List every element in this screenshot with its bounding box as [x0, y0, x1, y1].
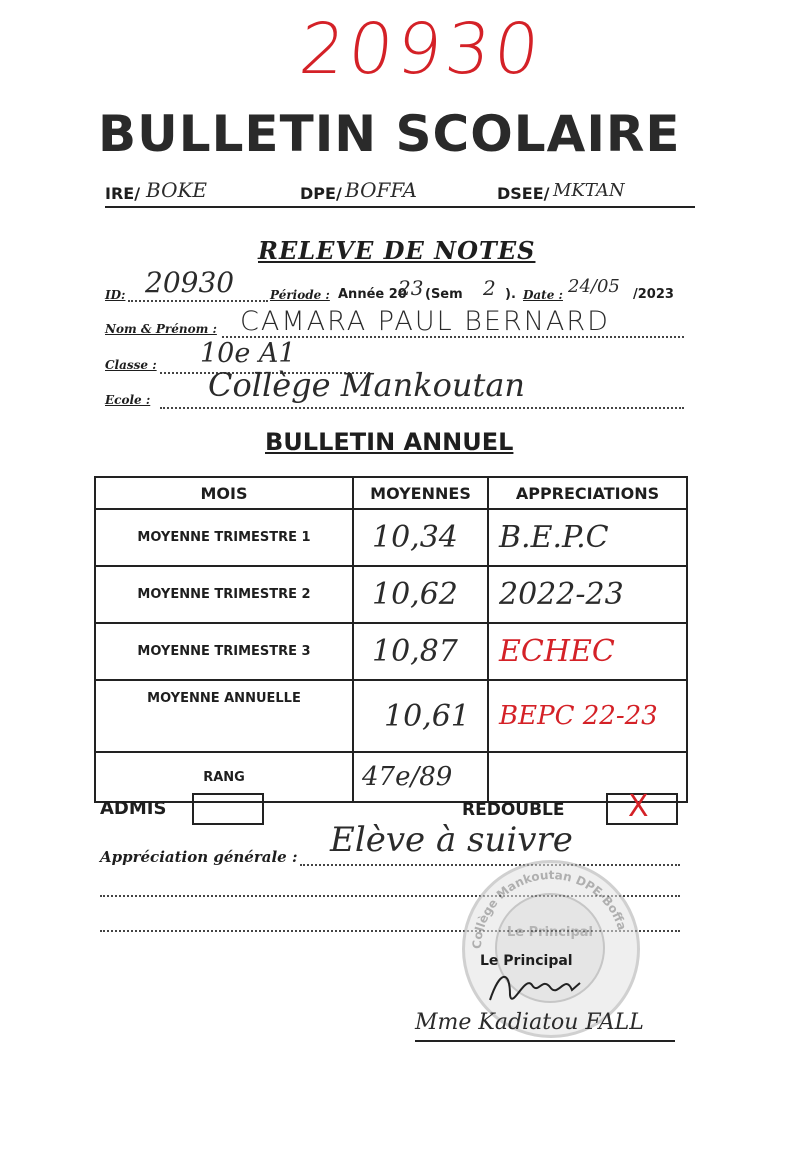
- id-dots: [128, 300, 268, 302]
- row-mois: MOYENNE TRIMESTRE 2: [95, 566, 353, 623]
- sem-suffix: ).: [505, 287, 516, 302]
- appreciation-value: Elève à suivre: [330, 820, 573, 860]
- id-label: ID:: [105, 288, 126, 302]
- row-moyenne: 10,34: [353, 509, 488, 566]
- header-divider: [105, 206, 695, 208]
- id-value: 20930: [145, 266, 235, 299]
- redouble-label: REDOUBLE: [462, 800, 565, 820]
- nom-label: Nom & Prénom :: [105, 322, 217, 336]
- grades-table: [94, 476, 688, 803]
- row-moyenne: 47e/89: [353, 752, 488, 802]
- date-suffix: /2023: [633, 287, 674, 302]
- header-appreciations: APPRECIATIONS: [488, 477, 687, 509]
- header-moyennes: MOYENNES: [353, 477, 488, 509]
- sem-prefix: (Sem: [425, 287, 463, 302]
- dsee-value: MKTAN: [553, 180, 625, 201]
- admis-label: ADMIS: [100, 798, 167, 819]
- table-row: [95, 566, 687, 623]
- row-moyenne: 10,87: [353, 623, 488, 680]
- row-mois: MOYENNE TRIMESTRE 3: [95, 623, 353, 680]
- principal-name: Mme Kadiatou FALL: [415, 1010, 644, 1035]
- annee-prefix: Année 20: [338, 287, 407, 302]
- redouble-check-mark: X: [628, 789, 649, 824]
- date-value: 24/05: [568, 276, 620, 297]
- row-mois: MOYENNE TRIMESTRE 1: [95, 509, 353, 566]
- row-appreciation: 2022-23: [488, 566, 687, 623]
- header-mois: MOIS: [95, 477, 353, 509]
- row-moyenne: 10,61: [353, 680, 488, 752]
- appreciation-label: Appréciation générale :: [100, 848, 298, 866]
- periode-label: Période :: [270, 288, 330, 302]
- document-title: BULLETIN SCOLAIRE: [98, 105, 681, 163]
- table-row: [95, 680, 687, 752]
- date-label: Date :: [523, 288, 563, 302]
- table-row: [95, 752, 687, 802]
- stamp-center-text: Le Principal: [507, 925, 593, 940]
- row-appreciation: BEPC 22-23: [488, 680, 687, 752]
- admis-checkbox[interactable]: [192, 793, 264, 825]
- ire-label: IRE/: [105, 184, 141, 203]
- annuel-title: BULLETIN ANNUEL: [265, 428, 514, 456]
- dpe-value: BOFFA: [345, 178, 417, 202]
- signature-line: [415, 1040, 675, 1042]
- row-mois: RANG: [95, 752, 353, 802]
- classe-label: Classe :: [105, 358, 157, 372]
- row-mois: MOYENNE ANNUELLE: [95, 680, 353, 752]
- sem-value: 2: [483, 276, 496, 300]
- principal-label: Le Principal: [480, 953, 573, 969]
- row-appreciation: ECHEC: [488, 623, 687, 680]
- table-row: [95, 509, 687, 566]
- principal-signature: [480, 965, 590, 1015]
- classe-value: 10e A1: [200, 338, 296, 369]
- annee-value: 23: [398, 276, 424, 300]
- row-appreciation: B.E.P.C: [488, 509, 687, 566]
- ecole-label: Ecole :: [105, 393, 151, 407]
- redouble-checkbox[interactable]: [606, 789, 678, 825]
- row-moyenne: 10,62: [353, 566, 488, 623]
- table-row: [95, 623, 687, 680]
- nom-value: CAMARA PAUL BERNARD: [240, 306, 610, 337]
- dpe-label: DPE/: [300, 184, 342, 203]
- dsee-label: DSEE/: [497, 184, 550, 203]
- serial-number: 20930: [295, 8, 547, 90]
- table-header-row: [95, 477, 687, 509]
- releve-title: RELEVE DE NOTES: [258, 236, 536, 265]
- ire-value: BOKE: [146, 178, 208, 202]
- ecole-dots: [160, 407, 684, 409]
- ecole-value: Collège Mankoutan: [208, 366, 526, 404]
- stamp-ring-label: Collège Mankoutan DPE-Boffa: [469, 867, 630, 950]
